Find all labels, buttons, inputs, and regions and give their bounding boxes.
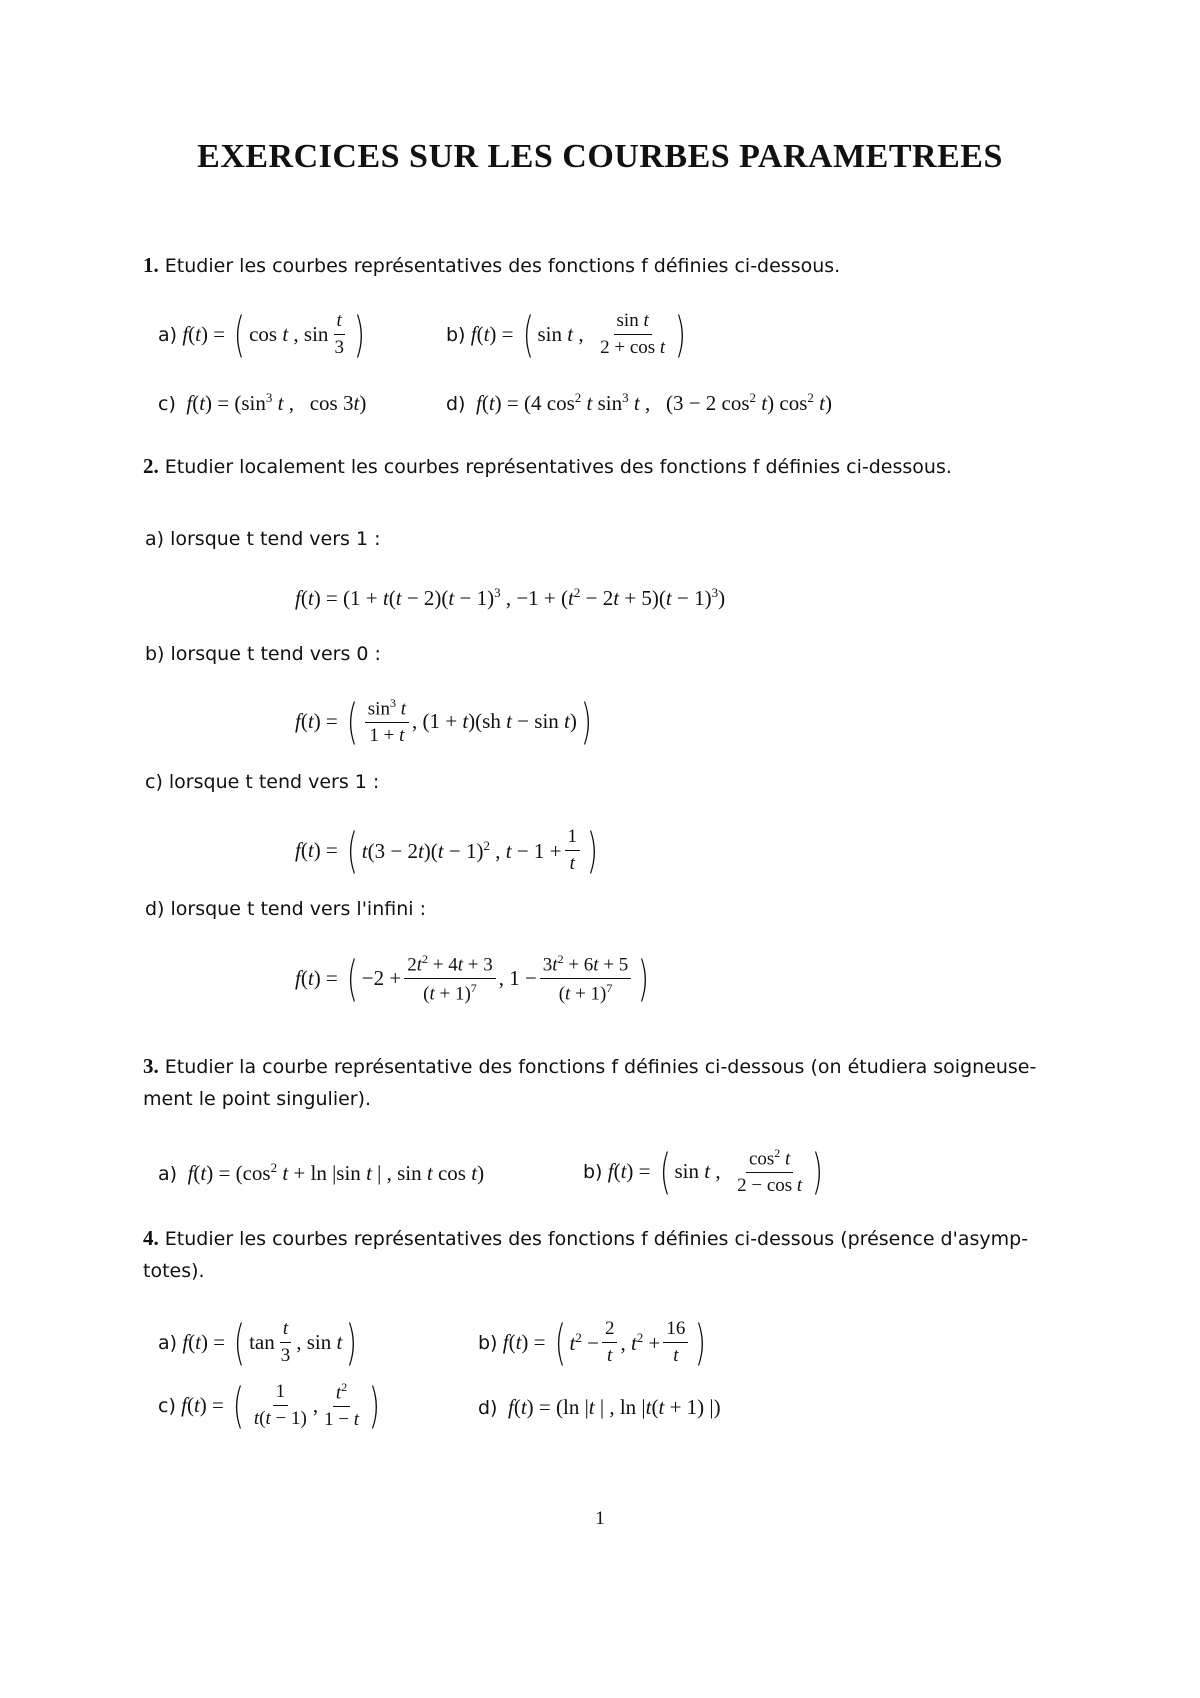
exercise-4-number: 4. bbox=[143, 1226, 159, 1250]
exercise-2-statement bbox=[143, 454, 952, 479]
exercise-2c-label: c) lorsque t tend vers 1 : bbox=[145, 771, 380, 793]
item-label: b) bbox=[446, 323, 466, 346]
exercise-2-text: Etudier localement les courbes représentatives des fonctions f définies ci-dessous. bbox=[164, 456, 952, 478]
exercise-1-number: 1. bbox=[143, 253, 159, 277]
exercise-2b-label: b) lorsque t tend vers 0 : bbox=[145, 643, 381, 665]
exercise-1d: d) f(t) = (4 $\cos^2 t$ $\sin^3 t$ , (3 − 2 $\cos^2 t$) $\cos^2 t$) bbox=[446, 390, 832, 415]
exercise-2-number: 2. bbox=[143, 454, 159, 478]
exercise-3a: a) $f(t) = (\cos^2$ t + ln |sin t | , sin t cos t) bbox=[158, 1160, 485, 1185]
exercise-3b: b) f(t) = ( sin t , $\frac{\cos^2 t}{\text{2 − cos t}}$ ) bbox=[583, 1143, 824, 1200]
exercise-4a: a) f(t) = ( tan $\frac{t}{3}$ , sin t ) bbox=[158, 1314, 358, 1371]
exercise-2d-formula: f(t) = ( −2 + $\frac{2t^2 + 4t + 3}{(t + 1)^7}$ , 1 − $\frac{3t^2 + 6t + 5}{(t + 1)^7}$ ) bbox=[295, 950, 650, 1007]
exercise-1-statement bbox=[143, 253, 840, 278]
exercise-4-text: Etudier les courbes représentatives des fonctions f définies ci-dessous (présence d'asymp-totes). bbox=[143, 1228, 1029, 1282]
exercise-2a-formula: $f(t) = (1 + t(t - 2)(t - 1)^3$ , $-1 + (t^2 - 2t + 5)(t - 1)^3$) bbox=[295, 585, 726, 610]
item-label: c) bbox=[158, 393, 176, 415]
exercise-2d-label: d) lorsque t tend vers l'infini : bbox=[145, 898, 426, 920]
page-title: EXERCICES SUR LES COURBES PARAMETREES bbox=[197, 138, 1003, 175]
exercise-1c: c) $f(t) = (\sin^3$ t , cos 3t) bbox=[158, 390, 367, 415]
item-label: b) bbox=[478, 1331, 498, 1354]
exercise-1a: a) f(t) = ( cos t , sin $\frac{t}{3}$ ) bbox=[158, 306, 365, 363]
exercise-2a-label: a) lorsque t tend vers 1 : bbox=[145, 528, 381, 550]
item-label: d) bbox=[478, 1397, 498, 1419]
exercise-2c-formula: f(t) = ( $t(3 - 2t)(t - 1)^2$ , t − 1 + $\frac{1}{t}$ ) bbox=[295, 822, 599, 879]
exercise-1-text: Etudier les courbes représentatives des fonctions f définies ci-dessous. bbox=[164, 255, 841, 277]
item-label: c) bbox=[158, 1394, 176, 1417]
item-label: d) bbox=[446, 393, 466, 415]
item-label: a) bbox=[158, 1331, 178, 1354]
exercise-4d: d) f(t) = (ln |t | , ln |t(t + 1) |) bbox=[478, 1395, 721, 1419]
item-label: a) bbox=[158, 323, 178, 346]
exercise-3-text: Etudier la courbe représentative des fonctions f définies ci-dessous (on étudiera soigneuse-ment le point singulier). bbox=[143, 1056, 1037, 1110]
exercise-2b-formula: f(t) = ( $\frac{\sin^3 t}{1 + t}$ , (1 + t)(sh t − sin t) ) bbox=[295, 693, 592, 750]
item-label: b) bbox=[583, 1160, 603, 1183]
exercise-3-number: 3. bbox=[143, 1054, 159, 1078]
exercise-4b: b) f(t) = ( $t^2$ − $\frac{2}{t}$ , $t^2$ + $\frac{16}{t}$ ) bbox=[478, 1314, 707, 1371]
exercise-3-statement bbox=[143, 1050, 1073, 1115]
exercise-1b: b) f(t) = ( sin t , $\frac{\text{sin t}}{\text{2 + cos t}}$ ) bbox=[446, 306, 687, 363]
page-number: 1 bbox=[595, 1508, 605, 1529]
item-label: a) bbox=[158, 1163, 178, 1185]
exercise-4-statement bbox=[143, 1222, 1073, 1287]
exercise-4c: c) f(t) = ( $\frac{1}{t(t - 1)}$ , $\frac{t^2}{1 - t}$ ) bbox=[158, 1377, 381, 1434]
